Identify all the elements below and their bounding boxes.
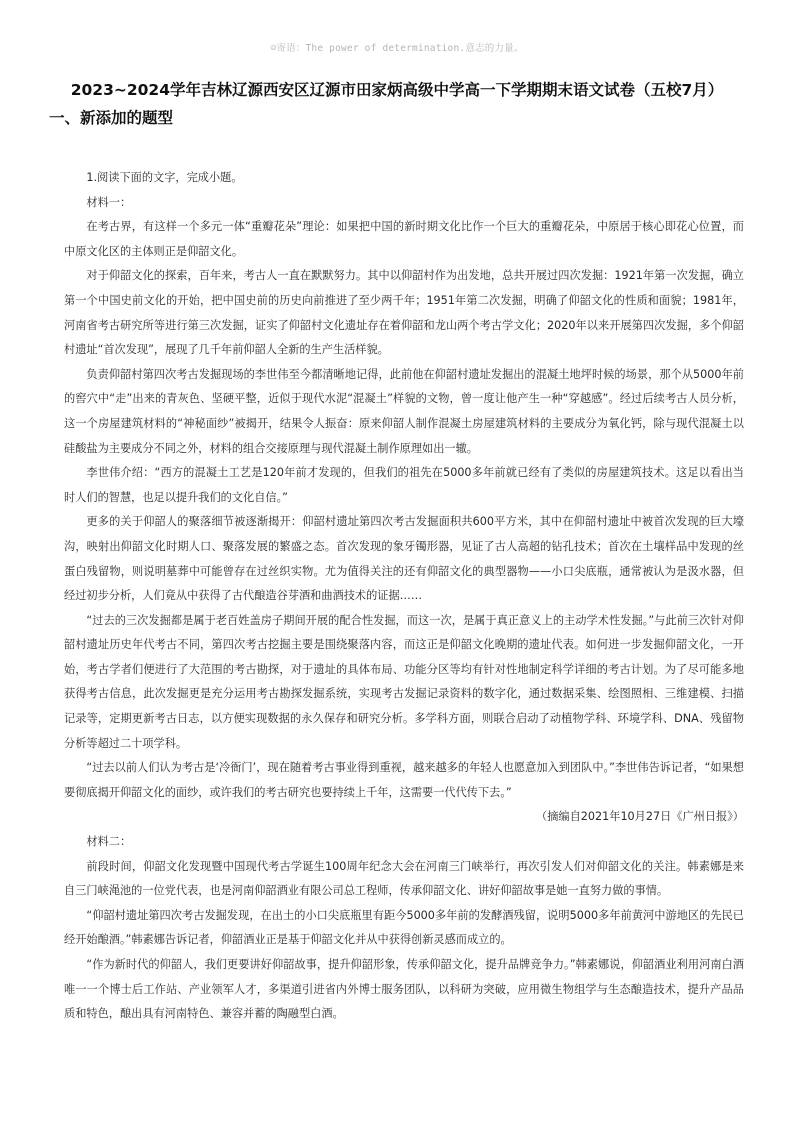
- material-one-paragraph-4: 李世伟介绍：“西方的混凝土工艺是120年前才发现的，但我们的祖先在5000多年前就已经有了类似的房屋建筑技术。这足以看出当时人们的智慧，也足以提升我们的文化自信。”: [64, 466, 744, 504]
- material-two-paragraph-3: “作为新时代的仰韶人，我们更要讲好仰韶故事，提升仰韶形象，传承仰韶文化，提升品牌竞争力。”韩素娜说，仰韶酒业利用河南白酒唯一一个博士后工作站、产业领军人才，多渠道引进省内外博士服务团队，以科研为突破，应用微生物组学与生态酿造技术，提升产品品质和特色，酿出具有河南特色、兼容并蓄的陶融型白酒。: [64, 958, 744, 1021]
- material-one-paragraph-7: “过去以前人们认为考古是‘冷衙门’，现在随着考古事业得到重视，越来越多的年轻人也愿意加入到团队中。”李世伟告诉记者，“如果想要彻底揭开仰韶文化的面纱，或许我们的考古研究也要持续上千年，这需要一代代传下去。”: [64, 761, 744, 799]
- material-one-paragraph-2: 对于仰韶文化的探索，百年来，考古人一直在默默努力。其中以仰韶村作为出发地，总共开展过四次发掘：1921年第一次发掘，确立第一个中国史前文化的开始，把中国史前的历史向前推进了至少两千年；1951年第二次发掘，明确了仰韶文化的性质和面貌；1981年，河南省考古研究所等进行第三次发掘，证实了仰韶村文化遗址存在着仰韶和龙山两个考古学文化；2020年以来开展第四次发掘，多个仰韶村遗址“首次发现”，展现了几千年前仰韶人全新的生产生活样貌。: [64, 269, 744, 357]
- material-two-paragraph-1: 前段时间，仰韶文化发现暨中国现代考古学诞生100周年纪念大会在河南三门峡举行，再次引发人们对仰韶文化的关注。韩素娜是来自三门峡渑池的一位党代表，也是河南仰韶酒业有限公司总工程师，传承仰韶文化、讲好仰韶故事是她一直努力做的事情。: [64, 859, 744, 898]
- page-title: 2023~2024学年吉林辽源西安区辽源市田家炳高级中学高一下学期期末语文试卷（五校7月）: [70, 81, 724, 99]
- header-motto: ☺寄语：The power of determination.意志的力量。: [270, 43, 524, 54]
- material-two-label: 材料二：: [86, 835, 132, 849]
- material-one-paragraph-1: 在考古界，有这样一个多元一体“重瓣花朵”理论：如果把中国的新时期文化比作一个巨大的重瓣花朵，中原居于核心即花心位置，而中原文化区的主体则正是仰韶文化。: [64, 220, 744, 258]
- material-two-paragraph-2: “仰韶村遗址第四次考古发掘发现，在出土的小口尖底瓶里有距今5000多年前的发酵酒残留，说明5000多年前黄河中游地区的先民已经开始酿酒。”韩素娜告诉记者，仰韶酒业正是基于仰韶文化并从中获得创新灵感而成立的。: [64, 908, 744, 947]
- material-one-source: （摘编自2021年10月27日《广州日报》）: [536, 810, 744, 824]
- question-body: [64, 166, 744, 1027]
- material-one-paragraph-3: 负责仰韶村第四次考古发掘现场的李世伟至今都清晰地记得，此前他在仰韶村遗址发掘出的混凝土地坪时候的场景，那个从5000年前的窖穴中“走”出来的青灰色、坚硬平整，近似于现代水泥“混凝土”样貌的文物，曾一度让他产生一种“穿越感”。经过后续考古人员分析，这一个房屋建筑材料的“神秘面纱”被揭开，结果令人振奋：原来仰韶人制作混凝土房屋建筑材料的主要成分为氧化钙，除与现代混凝土以硅酸盐为主要成分不同之外，材料的组合交接原理与现代混凝土制作原理如出一辙。: [64, 367, 744, 455]
- question-prompt: 1.阅读下面的文字，完成小题。: [86, 171, 243, 184]
- material-one-paragraph-6: “过去的三次发掘都是属于老百姓盖房子期间开展的配合性发掘，而这一次，是属于真正意义上的主动学术性发掘。”与此前三次针对仰韶村遗址历史年代考古不同，第四次考古挖掘主要是围绕聚落内容，而这正是仰韶文化晚期的遗址代表。如何进一步发掘仰韶文化，一开始，考古学者们便进行了大范围的考古勘探，对于遗址的具体布局、功能分区等均有针对性地制定科学详细的考古计划。为了尽可能多地获得考古信息，此次发掘更是充分运用考古勘探发掘系统，实现考古发掘记录资料的数字化，通过数据采集、绘图照相、三维建模、扫描记录等，定期更新考古日志，以方便实现数据的永久保存和研究分析。多学科方面，则联合启动了动植物学科、环境学科、DNA、残留物分析等超过二十项学科。: [64, 613, 744, 750]
- material-one-paragraph-5: 更多的关于仰韶人的聚落细节被逐渐揭开：仰韶村遗址第四次考古发掘面积共600平方米，其中在仰韶村遗址中被首次发现的巨大壕沟，映射出仰韶文化时期人口、聚落发展的繁盛之态。首次发现的象牙镯形器，见证了古人高超的钻孔技术；首次在土壤样品中发现的丝蛋白残留物，则说明墓葬中可能曾存在过丝织实物。尤为值得关注的还有仰韶文化的典型器物——小口尖底瓶，通常被认为是汲水器，但经过初步分析，人们竟从中获得了古代酿造谷芽酒和曲酒技术的证据……: [64, 515, 744, 603]
- material-one-label: 材料一：: [86, 195, 132, 209]
- section-heading: 一、新添加的题型: [49, 109, 174, 127]
